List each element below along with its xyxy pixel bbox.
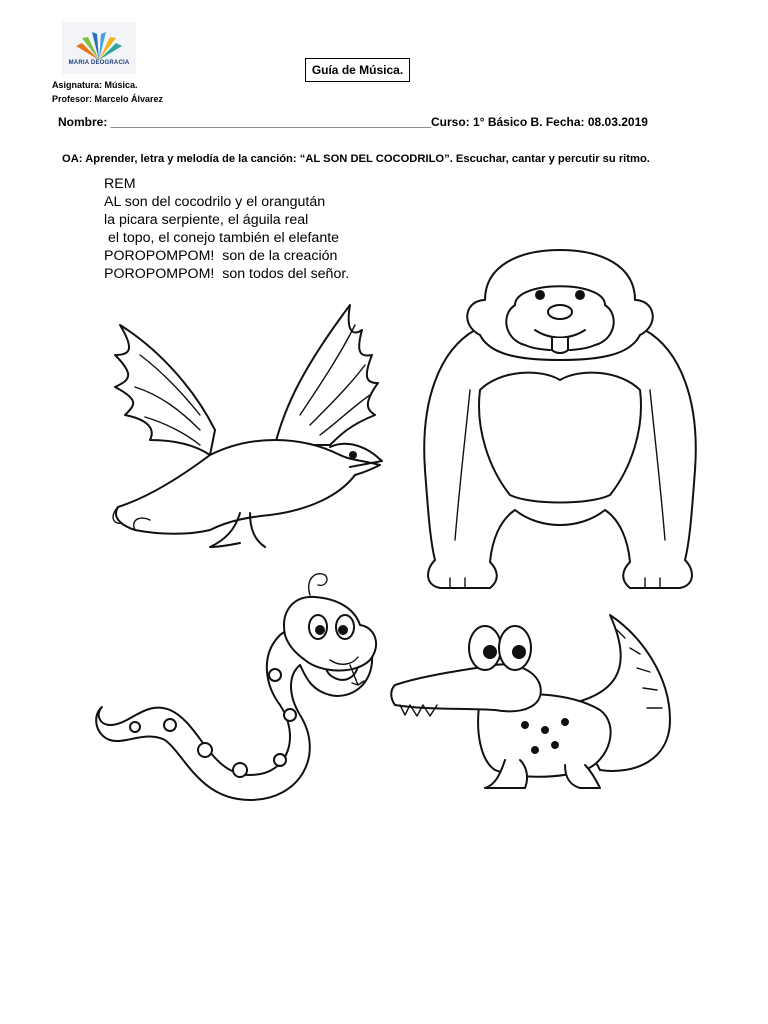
lyric-line: la picara serpiente, el águila real	[104, 212, 309, 228]
eagle-illustration	[100, 295, 385, 560]
lyric-line: AL son del cocodrilo y el orangután	[104, 194, 326, 210]
logo-school-name: MARIA DEOGRACIA	[68, 60, 130, 66]
learning-objective: OA: Aprender, letra y melodía de la canción: “AL SON DEL COCODRILO”. Escuchar, cantar y percutir su ritmo.	[62, 153, 650, 165]
crocodile-illustration	[385, 610, 685, 805]
teacher-label: Profesor: Marcelo Álvarez	[52, 94, 164, 104]
lyric-line: el topo, el conejo también el elefante	[104, 230, 340, 246]
song-lyrics	[104, 175, 349, 283]
gorilla-illustration	[410, 240, 710, 600]
document-title: Guía de Música.	[305, 58, 410, 82]
lyric-line: POROPOMPOM! son todos del señor.	[104, 266, 350, 282]
snake-illustration	[90, 565, 385, 805]
lyric-line: POROPOMPOM! son de la creación	[104, 248, 338, 264]
student-info-line: Nombre: ________________________________________________Curso: 1° Básico B. Fecha: 08.03.2019	[58, 115, 648, 129]
lyric-line: REM	[104, 176, 136, 192]
subject-label: Asignatura: Música.	[52, 80, 138, 90]
school-logo	[62, 22, 136, 74]
